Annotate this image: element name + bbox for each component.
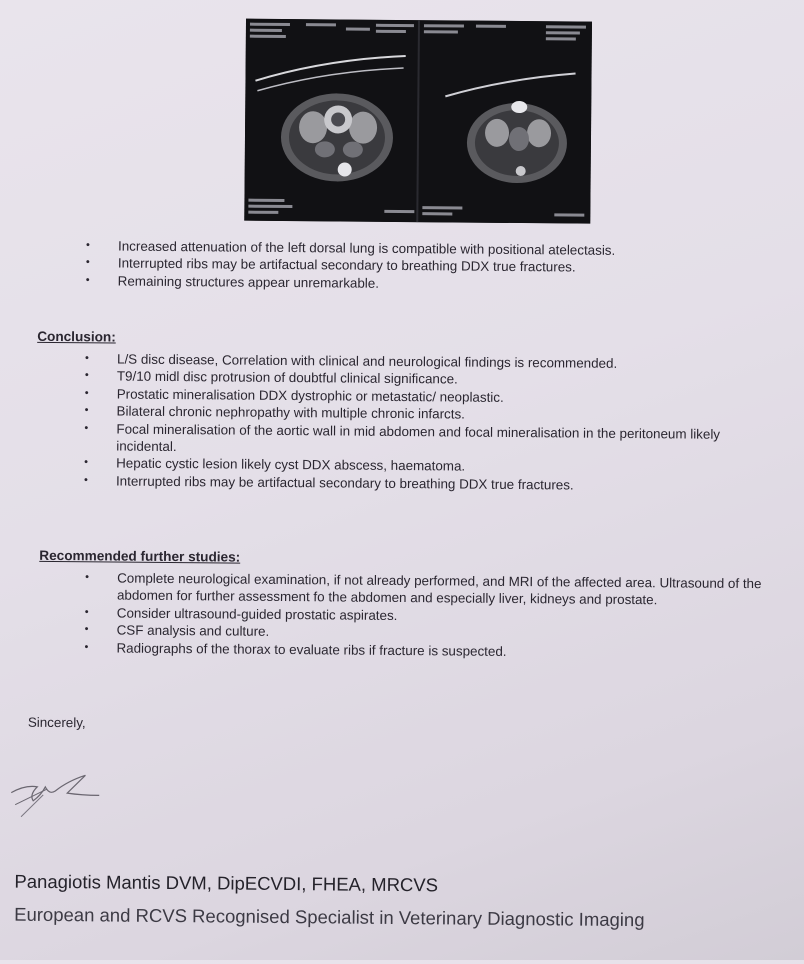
- ct-scan-icon: [244, 19, 592, 224]
- finding-item: • Increased attenuation of the left dorsal lung is compatible with positional atelectasis.: [86, 237, 706, 260]
- finding-item: • Remaining structures appear unremarkable.: [86, 272, 706, 295]
- signer-title: European and RCVS Recognised Specialist in Veterinary Diagnostic Imaging: [14, 903, 645, 931]
- study-item: • Complete neurological examination, if not already performed, and MRI of the affected area. Ultrasound of the abdomen for further assessment fo the abdomen and especially liver, kidneys and prostate.: [85, 569, 785, 610]
- studies-list: [84, 569, 785, 662]
- finding-item: • Interrupted ribs may be artifactual secondary to breathing DDX true fractures.: [86, 255, 706, 278]
- study-item: • Consider ultrasound-guided prostatic aspirates.: [85, 604, 785, 628]
- signature-icon: [7, 765, 118, 826]
- conclusion-item: • L/S disc disease, Correlation with clinical and neurological findings is recommended.: [85, 350, 775, 373]
- conclusion-item: • T9/10 midl disc protrusion of doubtful clinical significance.: [85, 368, 775, 391]
- study-item: • CSF analysis and culture.: [85, 621, 785, 645]
- conclusion-item: • Bilateral chronic nephropathy with multiple chronic infarcts.: [85, 402, 775, 425]
- study-item: • Radiographs of the thorax to evaluate ribs if fracture is suspected.: [84, 639, 784, 663]
- conclusion-heading: Conclusion:: [37, 328, 116, 345]
- findings-list: [86, 237, 706, 295]
- conclusion-item: • Focal mineralisation of the aortic wall in mid abdomen and focal mineralisation in the peritoneum likely incidental.: [84, 420, 774, 461]
- signer-name: Panagiotis Mantis DVM, DipECVDI, FHEA, MRCVS: [14, 870, 439, 896]
- conclusion-item: • Prostatic mineralisation DDX dystrophic or metastatic/ neoplastic.: [85, 385, 775, 408]
- studies-heading: Recommended further studies:: [39, 547, 241, 565]
- conclusion-item: • Hepatic cystic lesion likely cyst DDX abscess, haematoma.: [84, 455, 774, 478]
- closing-text: Sincerely,: [27, 714, 86, 731]
- ct-scan-images: [244, 19, 592, 224]
- conclusion-list: [84, 350, 775, 495]
- conclusion-item: • Interrupted ribs may be artifactual secondary to breathing DDX true fractures.: [84, 472, 774, 495]
